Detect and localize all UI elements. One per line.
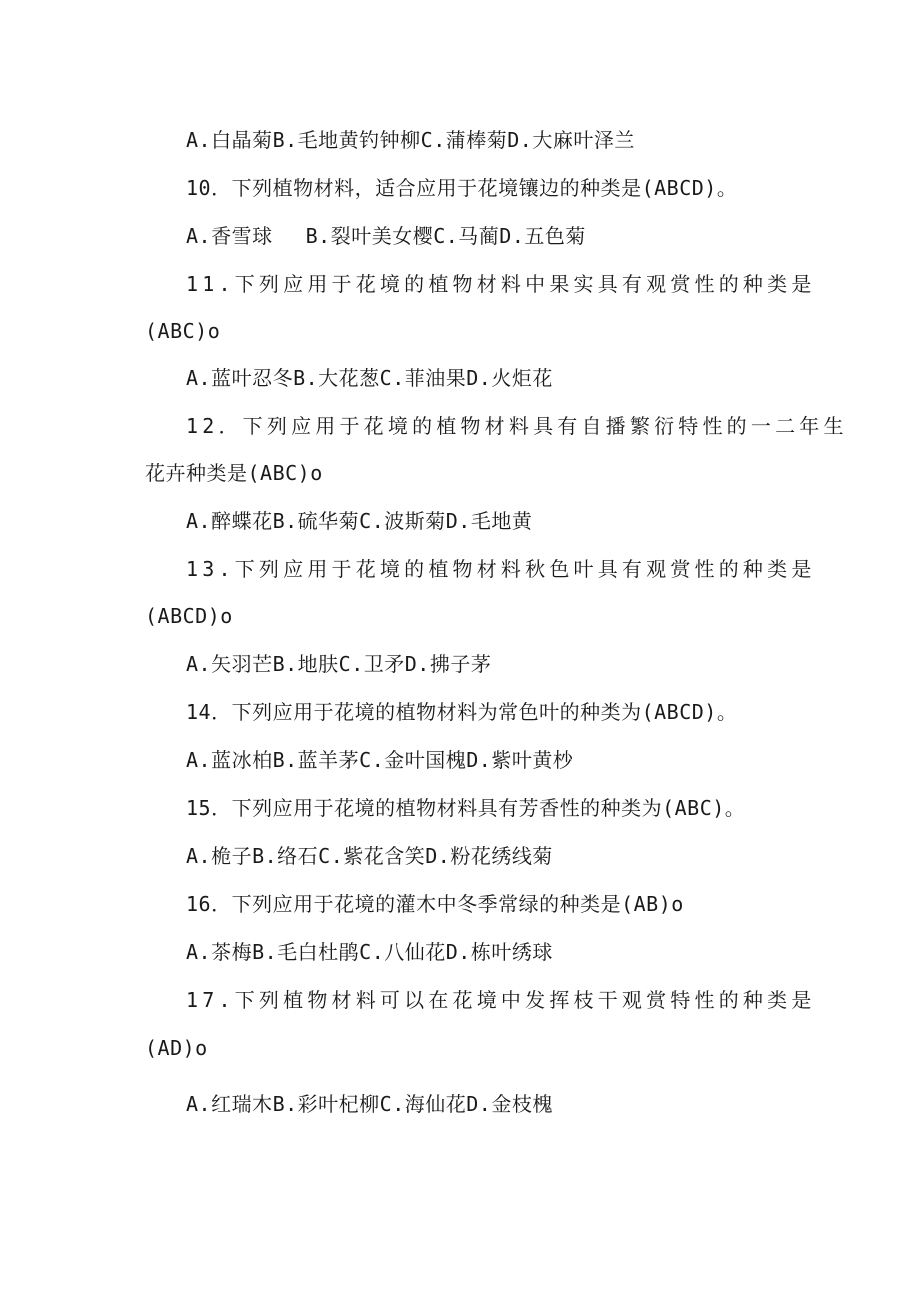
option-line-q9: A.白晶菊B.毛地黄钓钟柳C.蒲棒菊D.大麻叶泽兰 bbox=[186, 128, 635, 152]
question-11-answer: (ABC)o bbox=[145, 319, 221, 343]
question-11: 11.下列应用于花境的植物材料中果实具有观赏性的种类是 bbox=[186, 272, 816, 296]
question-14: 14．下列应用于花境的植物材料为常色叶的种类为(ABCD)。 bbox=[186, 700, 738, 724]
question-12: 12．下列应用于花境的植物材料具有自播繁衍特性的一二年生 bbox=[186, 414, 848, 438]
question-13: 13.下列应用于花境的植物材料秋色叶具有观赏性的种类是 bbox=[186, 557, 816, 581]
question-15: 15．下列应用于花境的植物材料具有芳香性的种类为(ABC)。 bbox=[186, 796, 746, 820]
question-12-continued: 花卉种类是(ABC)o bbox=[145, 461, 323, 485]
option-line-q11: A.蓝叶忍冬B.大花葱C.菲油果D.火炬花 bbox=[186, 366, 553, 390]
question-10: 10．下列植物材料，适合应用于花境镶边的种类是(ABCD)。 bbox=[186, 176, 738, 200]
question-17-answer: (AD)o bbox=[145, 1036, 208, 1060]
option-line-q13: A.矢羽芒B.地肤C.卫矛D.拂子茅 bbox=[186, 652, 492, 676]
question-16: 16．下列应用于花境的灌木中冬季常绿的种类是(AB)o bbox=[186, 892, 684, 916]
option-line-q12: A.醉蝶花B.硫华菊C.波斯菊D.毛地黄 bbox=[186, 509, 533, 533]
option-line-q10: A.香雪球 B.裂叶美女樱C.马蔺D.五色菊 bbox=[186, 224, 586, 248]
question-17: 17.下列植物材料可以在花境中发挥枝干观赏特性的种类是 bbox=[186, 988, 816, 1012]
option-line-q17: A.红瑞木B.彩叶杞柳C.海仙花D.金枝槐 bbox=[186, 1092, 553, 1116]
option-line-q15: A.桅子B.络石C.紫花含笑D.粉花绣线菊 bbox=[186, 844, 553, 868]
option-line-q14: A.蓝冰柏B.蓝羊茅C.金叶国槐D.紫叶黄杪 bbox=[186, 748, 574, 772]
question-13-answer: (ABCD)o bbox=[145, 604, 233, 628]
option-line-q16: A.茶梅B.毛白杜鹃C.八仙花D.栋叶绣球 bbox=[186, 940, 553, 964]
